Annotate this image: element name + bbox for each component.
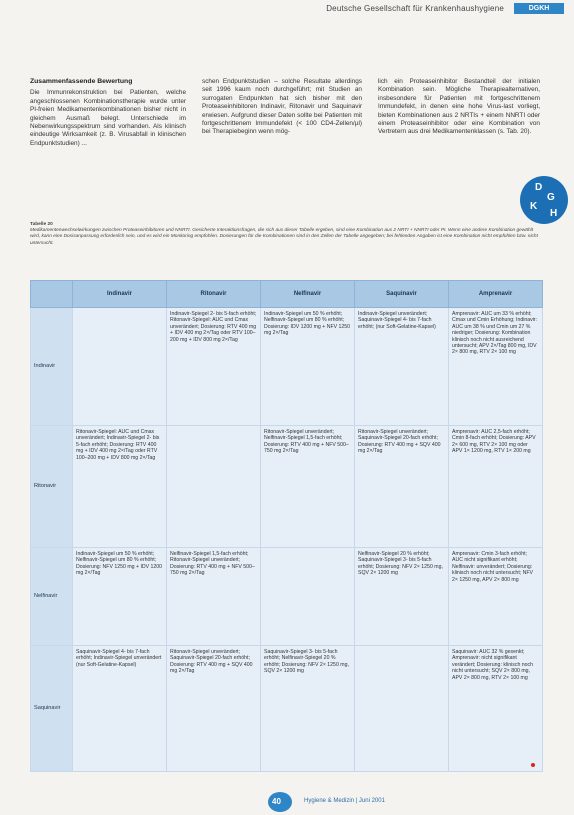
table-cell: Saquinavir: AUC 32 % gesenkt; Amprenavir: nicht signifikant verändert; Dosierung: klinisch noch nicht untersucht; SQV 2× 800 mg, APV 2× 800 mg, RTV 2× 100 mg	[449, 646, 543, 772]
column-header-saquinavir: Saquinavir	[355, 281, 449, 308]
table-row	[31, 426, 543, 548]
page-number: 40	[272, 797, 281, 806]
row-header-ritonavir: Ritonavir	[31, 426, 73, 548]
column-1-text: Die Immunrekonstruktion bei Patienten, welche angeschlossenen Kombinationstherapie wurde unter PI-freien Medikamentenkombinationen bisher nicht in gleichem Ausmaß belegt. Unterschiede im Nebenwirkungsspektrum sind vorhanden. Als klinisch eindeutige Wirksamkeit (z. B. Virusabfall in klinischen Endpunktstudien) ...	[30, 89, 186, 147]
table-header-corner	[31, 281, 73, 308]
table-cell	[73, 308, 167, 426]
table-cell: Ritonavir-Spiegel: AUC und Cmax unverändert; Indinavir-Spiegel 2- bis 5-fach erhöht; Dosierung: RTV 400 mg + IDV 400 mg 2×/Tag oder RTV 100–200 mg + IDV 800 mg 2×/Tag	[73, 426, 167, 548]
column-2-text: schen Endpunktstudien – solche Resultate allerdings seit 1996 kaum noch durchgeführt; mit Studien an surrogaten Endpunkten hat sich bisher mit den Proteaseinhibitoren Indinavir, Ritonavir und Saquinavir erwiesen. Aufgrund dieser Daten sollte bei Patienten mit fortgeschrittenem Immundefekt (< 100 CD4-Zellen/µl) bei Therapiebeginn wenn mög-	[202, 78, 362, 136]
table-row	[31, 646, 543, 772]
logo-letter-d: D	[535, 182, 543, 193]
text-column-3	[378, 78, 540, 137]
table-cell: Indinavir-Spiegel unverändert; Saquinavir-Spiegel 4- bis 7-fach erhöht; (nur Soft-Gelatine-Kapsel)	[355, 308, 449, 426]
text-column-1	[30, 78, 186, 148]
logo-letter-h: H	[550, 208, 558, 219]
column-3-text: lich ein Proteaseinhibitor Bestandteil der initialen Kombination sein. Mögliche Therapiealternativen, insbesondere für Patienten mit fortgeschrittenem Immundefekt, in denen eine hohe Virus-last vorliegt, bieten Kombinationen aus 2 NRTIs + einem NNRTI oder einem Proteaseinhibitor oder eine Kombination von Vertretern aus drei Medikamentenklassen (s. Tab. 20).	[378, 78, 540, 136]
table-header-row	[31, 281, 543, 308]
footer-journal-title: Hygiene & Medizin | Juni 2001	[304, 798, 385, 804]
table-caption	[30, 222, 540, 247]
text-columns	[30, 78, 540, 190]
row-header-saquinavir: Saquinavir	[31, 646, 73, 772]
column-header-amprenavir: Amprenavir	[449, 281, 543, 308]
table-cell: Indinavir-Spiegel um 50 % erhöht; Nelfinavir-Spiegel um 80 % erhöht; Dosierung: NFV 1250 mg + IDV 1200 mg 2×/Tag	[73, 548, 167, 646]
table-cell: Ritonavir-Spiegel unverändert; Saquinavir-Spiegel 20-fach erhöht; Dosierung: RTV 400 mg + SQV 400 mg 2×/Tag	[355, 426, 449, 548]
header-title: Deutsche Gesellschaft für Krankenhaushygiene	[326, 4, 504, 13]
table-cell: Nelfinavir-Spiegel 20 % erhöht; Saquinavir-Spiegel 3- bis 5-fach erhöht; Dosierung: NFV 2× 1250 mg, SQV 2× 1200 mg	[355, 548, 449, 646]
table-cell: Saquinavir-Spiegel 4- bis 7-fach erhöht; Indinavir-Spiegel unverändert (nur Soft-Gelatine-Kapsel)	[73, 646, 167, 772]
logo-letter-k: K	[530, 201, 538, 212]
table-cell	[261, 548, 355, 646]
table-cell: Indinavir-Spiegel 2- bis 5-fach erhöht; Ritonavir-Spiegel: AUC und Cmax unverändert; Dosierung: RTV 400 mg + IDV 400 mg 2×/Tag oder RTV 100–200 mg + IDV 800 mg 2×/Tag	[167, 308, 261, 426]
row-header-indinavir: Indinavir	[31, 308, 73, 426]
table-cell	[355, 646, 449, 772]
section-heading: Zusammenfassende Bewertung	[30, 78, 133, 85]
table-cell: Amprenavir: Cmin 3-fach erhöht; AUC nicht signifikant erhöht; Nelfinavir: unverändert; Dosierung: klinisch noch nicht untersucht; NFV 2× 1250 mg, APV 2× 800 mg	[449, 548, 543, 646]
table-cell: Ritonavir-Spiegel unverändert; Saquinavir-Spiegel 20-fach erhöht; Dosierung: RTV 400 mg + SQV 400 mg 2×/Tag	[167, 646, 261, 772]
column-header-nelfinavir: Nelfinavir	[261, 281, 355, 308]
table-row	[31, 548, 543, 646]
row-header-nelfinavir: Nelfinavir	[31, 548, 73, 646]
column-header-ritonavir: Ritonavir	[167, 281, 261, 308]
dgkh-logo	[520, 176, 568, 224]
interaction-table	[30, 280, 543, 772]
table-cell: Saquinavir-Spiegel 3- bis 5-fach erhöht; Nelfinavir-Spiegel 20 % erhöht; Dosierung: NFV 2× 1250 mg, SQV 2× 1200 mg	[261, 646, 355, 772]
table-cell	[167, 426, 261, 548]
table-row	[31, 308, 543, 426]
page-header	[0, 0, 574, 18]
logo-letter-g: G	[547, 192, 555, 203]
table-cell: Indinavir-Spiegel um 50 % erhöht; Nelfinavir-Spiegel um 80 % erhöht; Dosierung: IDV 1200 mg + NFV 1250 mg 2×/Tag	[261, 308, 355, 426]
caption-label: Tabelle 20	[30, 222, 53, 227]
header-section-tab: DGKH	[514, 3, 564, 14]
text-column-2	[202, 78, 362, 137]
column-header-indinavir: Indinavir	[73, 281, 167, 308]
red-marker-dot	[531, 763, 535, 767]
table-cell: Nelfinavir-Spiegel 1,5-fach erhöht; Ritonavir-Spiegel unverändert; Dosierung: RTV 400 mg + NFV 500–750 mg 2×/Tag	[167, 548, 261, 646]
table-cell: Amprenavir: AUC um 33 % erhöht; Cmax und Cmin Erhöhung; Indinavir: AUC um 38 % und Cmin um 27 % niedriger; Dosierung: Kombination klinisch noch nicht ausreichend untersucht; APV 2×/Tag 800 mg, IDV 2× 800 mg, RTV 2× 100 mg	[449, 308, 543, 426]
caption-text: Medikamentenwechselwirkungen zwischen Proteaseinhibitoren und NNRTI. Gesicherte Interaktionsfragen, die sich aus dieser Tabelle ergeben, sind eine Kombination aus 2 NRTI + NNRTI oder PI. Wenn eine andere Kombination gewählt wird, kann eine Dosisanpassung erforderlich sein, und es wird ein Monitoring empfohlen. Dosierungen für die Kombinationen sind in den Zellen der Tabelle angegeben; bei fehlenden Angaben ist eine Kombination nicht empfohlen bzw. nicht untersucht.	[30, 228, 538, 246]
table-cell: Ritonavir-Spiegel unverändert; Nelfinavir-Spiegel 1,5-fach erhöht; Dosierung: RTV 400 mg + NFV 500–750 mg 2×/Tag	[261, 426, 355, 548]
table-cell: Amprenavir: AUC 2,5-fach erhöht; Cmin 8-fach erhöht; Dosierung: APV 2× 600 mg, RTV 2× 100 mg oder APV 1× 1200 mg, RTV 1× 200 mg	[449, 426, 543, 548]
